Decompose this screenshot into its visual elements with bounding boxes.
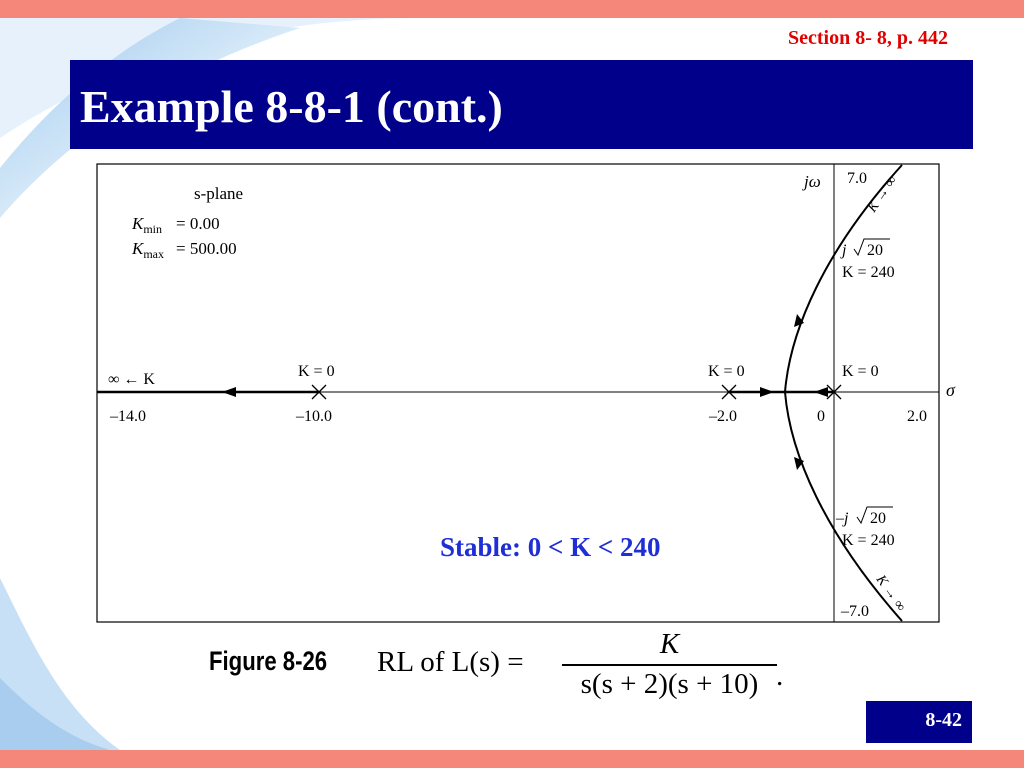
pole-label: K = 0 <box>298 363 335 380</box>
tick-label: –2.0 <box>709 408 737 425</box>
figure-caption <box>207 628 783 706</box>
s-plane-label: s-plane <box>194 184 244 203</box>
upper-crossing-j: j <box>842 242 847 259</box>
tick-label: 2.0 <box>907 408 927 425</box>
root-locus-figure <box>84 151 962 626</box>
imag-axis-label: jω <box>804 172 821 191</box>
section-reference: Section 8- 8, p. 442 <box>788 27 948 49</box>
lower-crossing-sqrt: 20 <box>870 510 886 527</box>
upper-crossing-k: K = 240 <box>842 264 895 281</box>
kmin-label: $K_{min}$ <box>132 214 163 236</box>
lower-crossing-k: K = 240 <box>842 532 895 549</box>
caption-numerator: K <box>659 628 680 660</box>
arrow-right-1 <box>760 387 774 397</box>
slide-title: Example 8-8-1 (cont.) <box>80 81 503 132</box>
kmax-value: = 500.00 <box>176 239 237 258</box>
tick-label: 0 <box>817 408 825 425</box>
upper-asymptote-label: K → ∞ <box>864 173 901 216</box>
page-number-badge <box>866 701 972 743</box>
tick-label: –10.0 <box>296 408 332 425</box>
arrow-left-2 <box>814 387 828 397</box>
real-axis-label: σ <box>946 380 955 400</box>
pole-label: K = 0 <box>708 363 745 380</box>
page-number: 8-42 <box>925 709 962 731</box>
caption-denominator: s(s + 2)(s + 10) <box>580 668 759 700</box>
tick-label: –14.0 <box>110 408 146 425</box>
caption-rl-text: RL of L(s) = <box>377 646 524 678</box>
top-stripe <box>0 0 1024 18</box>
kmax-label: $K_{max}$ <box>132 239 165 261</box>
arrow-left <box>222 387 236 397</box>
title-bar <box>70 60 973 149</box>
root-locus-plot <box>84 151 962 626</box>
stable-range-annotation: Stable: 0 < K < 240 <box>440 532 661 562</box>
caption-figure-label: Figure 8-26 <box>209 646 328 676</box>
left-infinity-label: ∞ ← K <box>108 371 155 388</box>
upper-crossing-sqrt: 20 <box>867 242 883 259</box>
y-bottom-label: –7.0 <box>841 603 869 620</box>
fraction-bar <box>562 664 777 666</box>
y-top-label: 7.0 <box>847 170 867 187</box>
caption-end: . <box>776 660 784 692</box>
lower-crossing-j: –j <box>836 510 849 527</box>
kmin-value: = 0.00 <box>176 214 220 233</box>
bottom-stripe <box>0 750 1024 768</box>
pole-label: K = 0 <box>842 363 879 380</box>
lower-asymptote-label: K → ∞ <box>872 572 909 615</box>
